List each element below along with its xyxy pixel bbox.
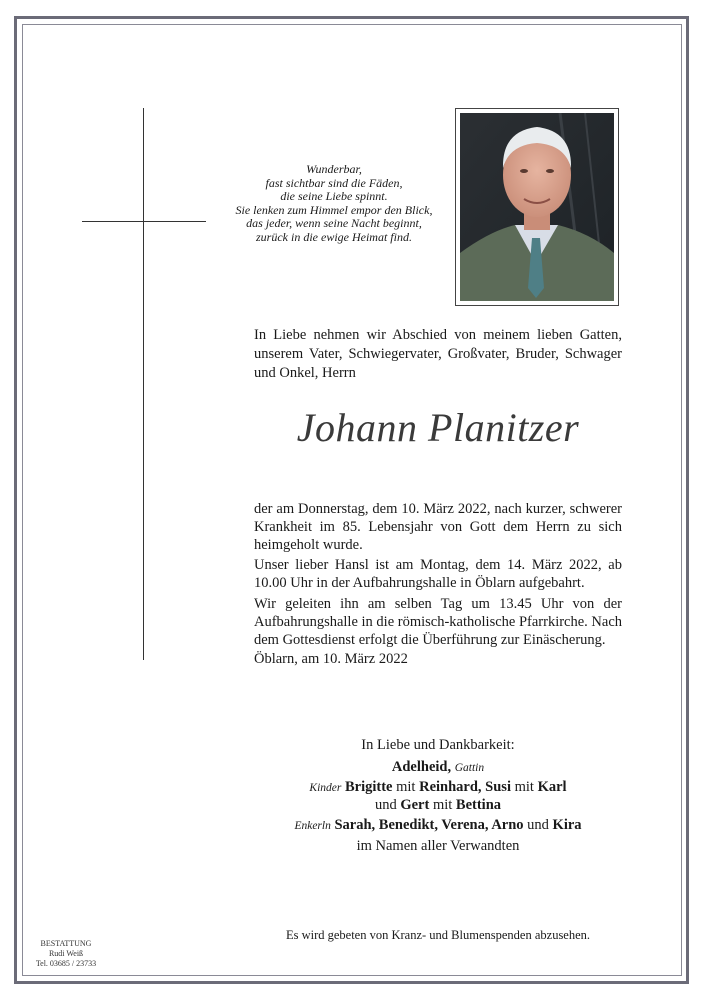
undertaker-line: Rudi Weiß [48, 949, 84, 958]
poem-line: die seine Liebe spinnt. [280, 189, 388, 204]
cross-horizontal-bar [82, 221, 206, 222]
undertaker-imprint [30, 939, 102, 969]
children-row [254, 778, 622, 798]
child-name: Susi [485, 779, 511, 795]
undertaker-line: BESTATTUNG [40, 939, 92, 948]
grandchildren-row [254, 816, 622, 836]
relatives-row: im Namen aller Verwandten [356, 838, 520, 854]
wife-row [254, 758, 622, 778]
child-name: Gert [400, 797, 430, 813]
flowers-note: Es wird gebeten von Kranz- und Blumenspenden abzusehen. [285, 928, 591, 942]
wife-name: Adelheid, [391, 759, 452, 775]
place-date: Öblarn, am 10. März 2022 [254, 651, 408, 667]
grandchildren-names: Sarah, Benedikt, Verena, Arno [334, 817, 524, 833]
children-row-2 [254, 796, 622, 815]
portrait-photo [460, 113, 614, 301]
grandchildren-label: Enkerln [294, 820, 331, 832]
undertaker-line: Tel. 03685 / 23733 [35, 959, 97, 968]
poem-line: das jeder, wenn seine Nacht beginnt, [246, 216, 422, 231]
mourners-heading: In Liebe und Dankbarkeit: [361, 737, 515, 753]
spouse-name: Karl [537, 779, 567, 795]
funeral-paragraph: Wir geleiten ihn am selben Tag um 13.45 Uhr von der Aufbahrungshalle in die römisch-katholische Pfarrkirche. Nach dem Gottesdienst erfolgt die Überführung zur Einäscherung. [254, 596, 623, 648]
connector-word: und [374, 797, 397, 813]
connector-word: und [527, 817, 549, 833]
spouse-name: Bettina [455, 797, 502, 813]
deceased-name: Johann Planitzer [296, 405, 580, 450]
connector-word: mit [514, 779, 534, 795]
death-notice-paragraph: der am Donnerstag, dem 10. März 2022, nach kurzer, schwerer Krankheit im 85. Lebensjahr von Gott dem Herrn zu sich heimgeholt wurde. [254, 501, 622, 553]
children-label: Kinder [309, 782, 342, 794]
child-name: Brigitte [344, 779, 393, 795]
poem-line: fast sichtbar sind die Fäden, [265, 175, 403, 190]
connector-word: mit [396, 779, 416, 795]
portrait-photo-frame [455, 108, 619, 306]
viewing-paragraph: Unser lieber Hansl ist am Montag, dem 14. März 2022, ab 10.00 Uhr in der Aufbahrungshalle in Öblarn aufgebahrt. [254, 557, 622, 591]
cross-vertical-bar [143, 108, 144, 660]
connector-word: mit [432, 797, 453, 813]
poem-line: zurück in die ewige Heimat find. [256, 229, 412, 244]
grandchild-name: Kira [552, 817, 582, 833]
poem-line: Wunderbar, [306, 162, 362, 176]
intro-text: In Liebe nehmen wir Abschied von meinem lieben Gatten, unserem Vater, Schwiegervater, Großvater, Bruder, Schwager und Onkel, Herrn [254, 327, 622, 381]
poem [220, 163, 448, 245]
poem-line: Sie lenken zum Himmel empor den Blick, [235, 202, 433, 217]
spouse-name: Reinhard, [419, 779, 482, 795]
wife-role: Gattin [454, 762, 485, 774]
